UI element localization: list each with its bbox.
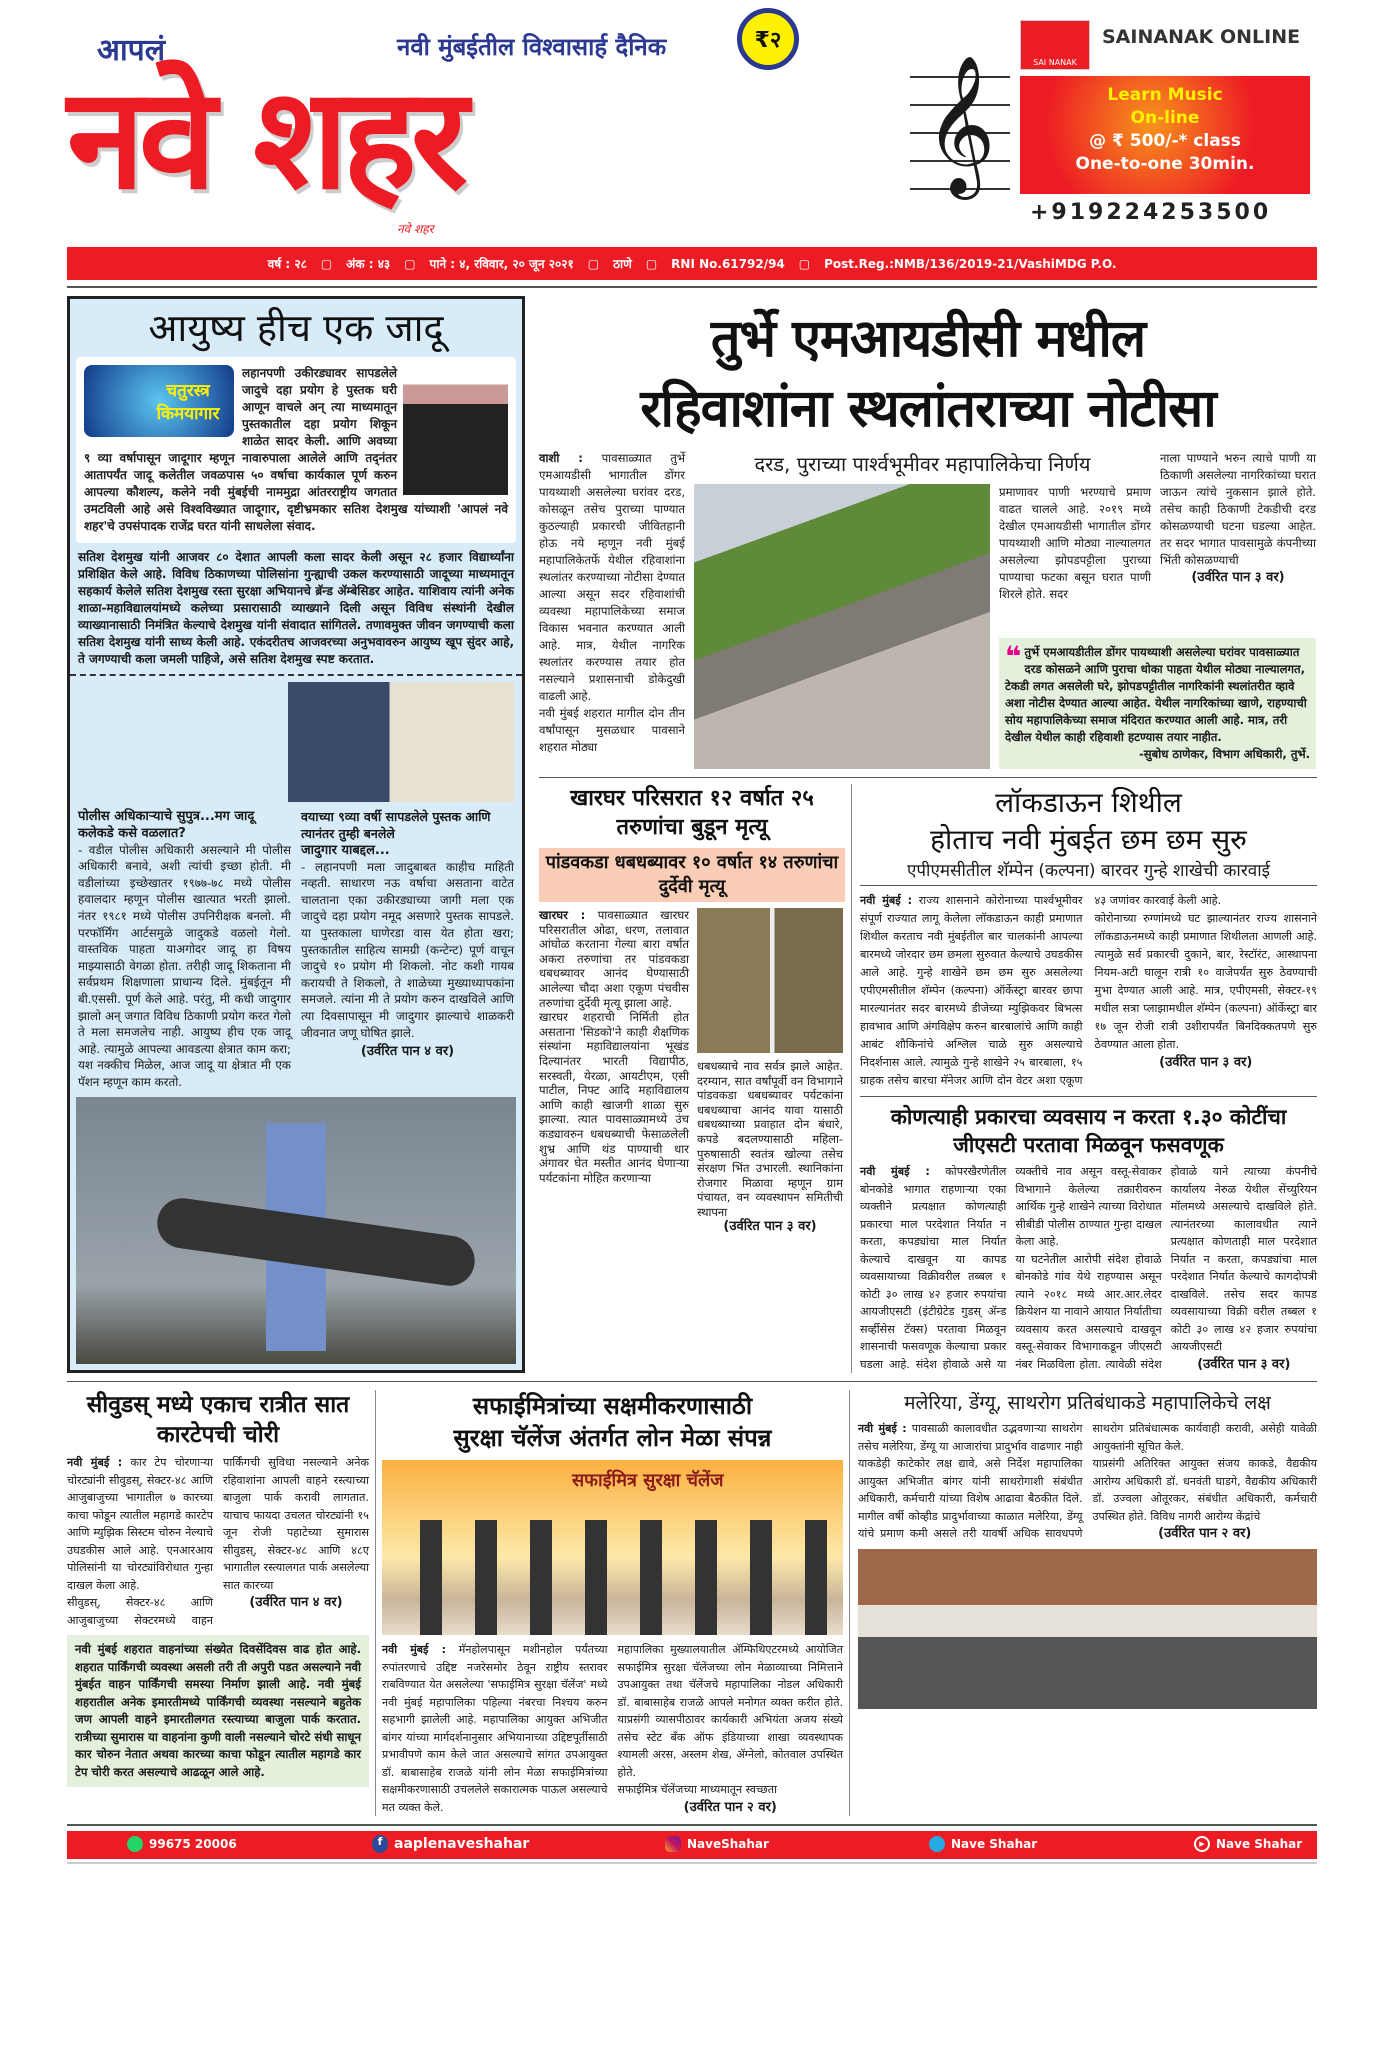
slum-photo xyxy=(694,484,990,769)
info-city: ठाणे xyxy=(613,257,632,271)
ad-logo: SAI NANAK xyxy=(1020,20,1090,70)
safai-headline: सफाईमित्रांच्या सक्षमीकरणासाठी सुरक्षा चॅलेंज अंतर्गत लोन मेळा संपन्न xyxy=(453,1392,772,1452)
masthead xyxy=(67,0,847,245)
divider xyxy=(67,1862,1317,1864)
feature-box xyxy=(67,296,525,1373)
lead-subhead: दरड, पुराच्या पार्श्वभूमीवर महापालिकेचा निर्णय xyxy=(754,452,1091,476)
lockdown-col2: तसेच बारचा मॅनेजर आणि दोन वेटर अशा एकूण ४३ जणांवर कारवाई केली आहे. कोरोनाच्या रुग्णांमध्ये घट झाल्यानंतर राज्य शासनाने लॉकडाऊनमध्ये काही प्रमाणात शिथीलता आणली आहे. त्यामुळे सर्व प्रकारची दुकाने, बार, रेस्टॉरंट, आस्थापना नियम-अटी घालून रात्री १० वाजेपर्यंत सुरु ठेवण्याची मुभा देण्यात आली आहे. मात्र, एपीएमसी, सेक्टर-१९ मधील सत्रा प्लाझामधील शॅम्पेन (कल्पना) ऑर्केस्ट्रा बार १७ जून रोजी रात्री उशीरापर्यंत बिनदिक्कतपणे सुरु ठेवण्यात आला होता. xyxy=(887,894,1317,1087)
lockdown-article xyxy=(860,784,1317,1090)
seawoods-body xyxy=(67,1454,369,1629)
lead-col2: प्रमाणावर पाणी भरण्याचे प्रमाण वाढत चालले आहे. २०१९ मध्ये देखील एमआयडीसी भागातील डोंगर पायथ्याशी आणि मोठ्या नाल्यालगत असलेल्या झोपडपट्टीला पुराच्या पाण्याचा फटका बसून घरात पाणी शिरले होते. सदर xyxy=(999,485,1151,601)
gst-col2: असे या व्यक्तीचे नाव असून वस्तू-सेवाकर विभागाने केलेल्या तक्रारीवरुन आर्थिक गुन्हे शाखेने त्याच्या विरोधात सीबीडी पोलीस ठाण्यात गुन्हा दाखल केला आहे. या घटनेतील आरोपी संदेश होवाळे बोनकोडे गांव येथे राहण्यास असून त्याने २०१८ मध्ये आर.आर.लेदर क्रियेशन या नावाने आयात निर्यातीचा व्यवसाय करत असल्याचे दाखवून वस्तू-सेवाकर विभागाकडून xyxy=(974,1165,1162,1371)
info-postreg: Post.Reg.:NMB/136/2019-21/VashiMDG P.O. xyxy=(824,256,1117,271)
page-body xyxy=(67,296,1317,1864)
divider xyxy=(539,777,1317,778)
right-stack xyxy=(851,784,1317,1373)
ad-line2: On-line xyxy=(1130,108,1200,128)
feature-intro: लहानपणी उकीरड्यावर सापडलेले जादुचे दहा प्रयोग हे पुस्तक घरी आणून वाचले अन् त्या माध्यमातून पुस्तकातील दहा प्रयोग शिकून शाळेत सादर केली. आणि अवघ्या ९ व्या वर्षापासून जादूगार म्हणून नावारुपाला आलेले आणि तद्नंतर आतापर्यंत जादू कलेतील जवळपास ५० वर्षाचा कार्यकाल पूर्ण करुन आपल्या कौशल्य, कलेने नवी मुंबईची नाममुद्रा आंतरराष्ट्रीय जगतात उमटविली आहे असे विश्वविख्यात जादूगार, दृष्टीभ्रमकार सतिश देशमुख यांच्याशी 'आपलं नवे शहर'चे उपसंपादक राजेंद्र घरत यांनी साधलेला संवाद. xyxy=(84,365,508,533)
treble-clef-icon: 𝄞 xyxy=(910,50,1010,200)
continued: (उर्वरित पान ३ वर) xyxy=(1197,1356,1291,1372)
whatsapp-icon xyxy=(127,1836,143,1852)
continued: (उर्वरित पान ४ वर) xyxy=(249,1595,343,1610)
footer-instagram[interactable]: NaveShahar xyxy=(665,1836,769,1852)
main-column xyxy=(539,296,1317,1373)
youtube-icon: ▶ xyxy=(1194,1836,1210,1852)
magician-portrait xyxy=(403,365,508,495)
question-1: पोलीस अधिकाऱ्याचे सुपुत्र...मग जादू कलेकडे कसे वळलात? xyxy=(78,808,255,841)
feature-badge: चतुरस्त्र किमयागार xyxy=(84,365,234,437)
footer-twitter[interactable]: Nave Shahar xyxy=(929,1836,1037,1852)
divider xyxy=(67,286,1317,288)
masthead-tagline-left: आपलं xyxy=(97,33,166,68)
feature-summary: सतिश देशमुख यांनी आजवर ८० देशात आपली कला सादर केली असून २८ हजार विद्यार्थ्यांना प्रशिक्षित केले आहे. विविध ठिकाणच्या पोलिसांना गुन्ह्याची उकल करण्यासाठी जादूच्या माध्यमातून सहकार्य केलेले सतिश देशमुख रस्ता सुरक्षा अभियानचे ब्रॅन्ड ॲम्बेसिडर आहेत. याशिवाय त्यांनी अनेक शाळा-महाविद्यालयांमध्ये कलेच्या प्रसारासाठी व्याख्याने दिली असून विविध संस्थांनी देखील व्याख्यानासाठी निमंत्रित केल्याचे देशमुख यांनी संवादात सांगितले. तणावमुक्त जीवन जगण्याची कला सतिश देशमुख यांनी साध्य केली आहे. एकंदरीतच आजवरच्या अनुभवावरुन आयुष्य खूप सुंदर आहे, ते जगण्याची कला जमली पाहिजे, असे सतिश देशमुख स्पष्ट करतात. xyxy=(70,543,522,676)
gst-col3: जीएसटी नंबर मिळविला होता. त्यावेळी संदेश होवाळे याने त्याच्या कंपनीचे कार्यालय नेरुळ येथील सेंच्युरियन मॉलमध्ये असल्याचे दाखविले होते. त्यानंतरच्या कालावधीत त्याने प्रत्यक्षात कोणताही माल परदेशात निर्यात न करता, कपड्यांचा माल परदेशात निर्यात केल्याचे कागदोपत्री दाखविले. तसेच सदर कापड व्यवसायाच्या विक्री वरील तब्बल १ कोटी ३० लाख ४२ हजार रुपयांचा आयजीएसटी xyxy=(1015,1165,1317,1371)
kharghar-col2: धबधब्याचे नाव सर्वत्र झाले आहेत. दरम्यान, सात वर्षांपूर्वी वन विभागाने पांडवकडा धबधब्यावर पर्यटकांना धबधब्याचा आनंद यावा यासाठी धबधब्याच्या प्रवाहात दोन बंधारे, कपडे बदलण्यासाठी महिला-पुरुषासाठी स्वतंत्र खोल्या तसेच संरक्षण भिंत उभारली. स्थानिकांना रोजगार मिळावा म्हणून ग्राम पंचायत, वन व्यवस्थापन समितीची स्थापना (उर्वरित पान ३ वर) xyxy=(697,1059,843,1234)
info-issue: अंक : ४३ xyxy=(346,257,391,271)
instagram-icon xyxy=(665,1836,681,1852)
continued: (उर्वरित पान २ वर) xyxy=(1158,1526,1252,1541)
ad-line1: Learn Music xyxy=(1107,85,1223,105)
meeting-photo xyxy=(858,1549,1317,1709)
ad-line3: @ ₹ 500/-* class xyxy=(1089,131,1241,151)
facebook-icon: f xyxy=(372,1835,388,1853)
waterfall-photo xyxy=(697,908,843,1053)
ad-line4: One-to-one 30min. xyxy=(1075,154,1255,174)
question-2: वयाच्या ९व्या वर्षी सापडलेले पुस्तक आणि त्यानंतर तुम्ही बनलेले xyxy=(301,808,491,841)
kharghar-article xyxy=(539,784,851,1373)
malaria-headline: मलेरिया, डेंग्यू, साथरोग प्रतिबंधाकडे महापालिकेचे लक्ष xyxy=(904,1392,1271,1414)
answer-2: - लहानपणी मला जादुबाबत काहीच माहिती नव्हती. साधारण नऊ वर्षाचा असताना वाटेत चालताना एका उकीरड्याच्या जागी मला एक जादुचे दहा प्रयोग नमूद असणारे पुस्तक सापडले. या पुस्तकाला घाणेरडा वास येत होता खरा; पुस्तकातील साहित्य सामग्री (कन्टेन्ट) पूर्ण वाचून जादुचे १० प्रयोग मी शिकलो. नोट कशी गायब करायची ते शिकलो, ते शाळेच्या मुख्याध्यापकांना समजले. त्यांना मी ते प्रयोग करुन दाखविले आणि त्या दिवसापासून मी जादुगार झाल्याचे शाळकरी जीवनात जणू घोषित झाले. xyxy=(301,859,514,1040)
safai-col1: नवी मुंबई : मॅनहोलपासून मशीनहोल पर्यंतच्या रुपांतरणाचे उद्दिष्ट नजरेसमोर ठेवून राष्ट्रीय स्तरावर राबविण्यात येत असलेल्या 'सफाईमित्र सुरक्षा चॅलेंज' मध्ये नवी मुंबई महापालिका पहिल्या नंबरचा निश्चय करुन सहभागी झालेली आहे. महापालिका आयुक्त अभिजीत बांगर यांच्या मार्गदर्शनानुसार अभियानाच्या उद्दिष्टपूर्तीसाठी प्रभावीपणे काम केले जात असल्याचे सांगत उपआयुक्त डॉ. बाबासाहेब राजळे यांनी लोन मेळा सफाईमित्रांच्या सक्षमीकरणासाठी उचललेले सकारात्मक पाऊल असल्याचे मत व्यक्त केले. xyxy=(382,1643,608,1814)
question-2b: जादुगार याबद्दल... xyxy=(301,842,390,858)
malaria-body xyxy=(858,1420,1317,1543)
ad-phone[interactable]: +919224253500 xyxy=(1030,200,1272,225)
ad-panel xyxy=(1020,76,1310,194)
pull-quote: ❝ तुर्भे एमआयडीतील डोंगर पायथ्याशी असलेल्या घरांवर पावसाळ्यात दरड कोसळने आणि पुराचा धोका पाहता येथील मोठ्या नाल्यालगत, टेकडी लगत असलेली घरे, झोपडपट्टीतील नागरिकांनी स्थलांतरीत व्हावे अशा नोटीस देण्यात आल्या आहेत. येथील नागरिकांच्या खाणे, राहण्याची सोय महापालिकेच्या समाज मंदिरात करण्यात आली आहे. मात्र, तरी देखील येथील काही रहिवाशी हटण्यास तयार नाहीत. -सुबोध ठाणेकर, विभाग अधिकारी, तुर्भे. xyxy=(999,638,1316,769)
feature-intro-panel xyxy=(76,357,516,543)
lockdown-headline: लॉकडाऊन शिथील होताच नवी मुंबईत छम छम सुरु xyxy=(930,786,1247,856)
lockdown-body xyxy=(860,892,1317,1090)
gst-col1: नवी मुंबई : कोपरखैरणेतील बोनकोडे भागात राहणाऱ्या एका व्यक्तीने प्रत्यक्षात कोणत्याही प्रकारचा माल परदेशात निर्यात न करता, कपड्यांचा माल निर्यात केल्याचे दाखवून या कापड व्यवसायाच्या विक्रीवरील तब्बल १ कोटी ३० लाख ४२ हजार रुपयांचा आयजीएसटी (इंटीग्रेटेड गुडस् ॲन्ड सर्व्हीसेस टॅक्स) परतावा मिळवून शासनाची फसवणूक केल्याचा प्रकार घडला आहे. संदेश होवाळे xyxy=(860,1165,1007,1371)
safai-article xyxy=(375,1390,849,1816)
footer-bar xyxy=(67,1831,1317,1859)
gst-article xyxy=(860,1103,1317,1373)
safai-body xyxy=(382,1641,843,1816)
kharghar-headline: खारघर परिसरात १२ वर्षात २५ तरुणांचा बुडून मृत्यू xyxy=(570,786,814,840)
lockdown-col1: नवी मुंबई : राज्य शासनाने कोरोनाच्या पार्श्वभूमीवर संपूर्ण राज्यात लागू केलेला लॉकडाऊन काही प्रमाणात शिथील करताच नवी मुंबईतील बार चालकांनी आपल्या बारमध्ये जोरदार छम छमला सुरुवात केल्याचे उघडकीस आले आहे. गुन्हे शाखेने छम छम सुरु असलेल्या एपीएमसीतील शॅम्पेन (कल्पना) ऑर्केस्ट्रा बारवर छापा मारल्यानंतर सदर बारमध्ये डीजेच्या म्युझिकवर बिभत्स हावभाव आणि अंगविक्षेप करुन बारबालांचे आणि काही आबंट शौकिनांचे अश्लिल चाळे सुरु असल्याचे निदर्शनास आले. त्यामुळे गुन्हे शाखेने २५ बारबाला, १५ ग्राहक xyxy=(860,894,1083,1087)
price: ₹२ xyxy=(754,28,782,53)
continued: (उर्वरित पान ३ वर) xyxy=(723,1218,817,1234)
seawoods-headline: सीवुडस् मध्ये एकाच रात्रीत सात कारटेपची चोरी xyxy=(86,1392,350,1448)
malaria-article xyxy=(849,1390,1317,1816)
ad-brand: SAINANAK ONLINE xyxy=(1102,26,1301,48)
levitation-photo xyxy=(76,1097,516,1364)
lead-col3: नाला पाण्याने भरुन त्याचे पाणी या ठिकाणी असलेल्या नागरिकांच्या घरात जाऊन त्यांचे नुकसान झाले होते. तसेच काही ठिकाणी टेकडीची दरड कोसळण्याची घटना घडल्या आहेत. तर सदर भागात पावसामुळे कंपनीच्या भिंती कोसळण्याची (उर्वरित पान ३ वर) xyxy=(1160,451,1316,585)
info-bar: वर्ष : २८ ▢ अंक : ४३ ▢ पाने : ४, रविवार, २० जून २०२१ ▢ ठाणे ▢ RNI No.61792/94 ▢ Post.Reg.:NMB/136/2019-21/VashiMDG P.O. xyxy=(67,247,1317,280)
kharghar-col1: खारघर : पावसाळ्यात खारघर परिसरातील ओढा, धरण, तलावात आंघोळ करताना गेल्या बारा वर्षात अकरा तरुणांचा तर पांडवकडा धबधब्यावर आनंद घेण्यासाठी आलेल्या चौदा अशा एकूण पंचवीस तरुणांचा दुर्देवी मृत्यू झाला आहे. खारघर शहराची निर्मिती होत असताना 'सिडको'ने काही शैक्षणिक संस्थांना महाविद्यालयांना भूखंड दिल्यानंतर भारती विद्यापीठ, सरस्वती, येरळा, आयटीएम, एसी पाटील, निफ्ट आदि महाविद्यालय आणि काही खाजगी शाळा सुरु झाल्या. त्यात पावसाळ्यामध्ये उंच कड्यावरुन धबधब्याची फेसाळलेली शुभ्र आणि थंड पाण्याची धार अंगावर घेत मस्तीत आनंद घेणाऱ्या पर्यटकांना मोहित करणाऱ्या xyxy=(539,908,689,1185)
seawoods-col1: नवी मुंबई : कार टेप चोरणाऱ्या चोरट्यांनी सीवुडस्, सेक्टर-४८ आणि आजुबाजुच्या भागातील ७ कारच्या काचा फोडून त्यातील महागडे कारटेप आणि म्युझिक सिस्टम चोरुन नेल्याचे उघडकीस आले आहे. एनआरआय पोलिसांनी या चोरट्यांविरोधात गुन्हा दाखल केला आहे. सीवुडस्, सेक्टर-४८ xyxy=(67,1456,213,1609)
gst-body xyxy=(860,1163,1317,1373)
lead-headline: तुर्भे एमआयडीसी मधील रहिवाशांना स्थलांतराच्या नोटीसा xyxy=(640,309,1216,439)
continued: (उर्वरित पान ४ वर) xyxy=(360,1044,455,1060)
kharghar-subhead: पांडवकडा धबधब्यावर १० वर्षात १४ तरुणांचा दुर्देवी मृत्यू xyxy=(539,848,845,902)
safai-col2: महापालिका मुख्यालयातील ॲम्फिथिएटरमध्ये आयोजित सफाईमित्र सुरक्षा चॅलेंजच्या लोन मेळाव्याच्या निमित्ताने उपआयुक्त तथा चॅलेंजचे महापालिका नोडल अधिकारी डॉ. बाबासाहेब राजळे आपले मनोगत व्यक्त करीत होते. याप्रसंगी व्यासपीठावर कार्यकारी अभियंता अजय संख्ये तसेच स्टेट बॅंक ऑफ इंडियाच्या शाखा व्यवस्थापक श्यामली अरस, अस्लम शेख, ॲग्नेलो, कोतवाल उपस्थित होते. सफाईमित्र चॅलेंजच्या माध्यमातून स्वच्छता xyxy=(617,1643,843,1796)
malaria-col2: अधिक सावधपणे साथरोग प्रतिबंधात्मक कार्यवाही करावी, असेही यावेळी आयुक्तांनी सूचित केले. याप्रसंगी अतिरिक्त आयुक्त संजय काकडे, वैद्यकीय आरोग्य अधिकारी डॉ. धनवंती घाडगे, वैद्यकीय अधिकारी डॉ. उज्वला ओतूरकर, संबंधीत अधिकारी, कर्मचारी उपस्थित होते. विविध नागरी आरोग्य केंद्रांचे xyxy=(1012,1422,1317,1540)
continued: (उर्वरित पान २ वर) xyxy=(683,1799,777,1815)
divider xyxy=(67,1824,1317,1826)
feature-interview xyxy=(70,676,522,1091)
quote-icon: ❝ xyxy=(1005,640,1022,673)
lead-body xyxy=(539,450,1317,769)
lead-col1: वाशी : पावसाळ्यात तुर्भे एमआयडीसी भागातील डोंगर पायथ्याशी असलेल्या घरांवर दरड, कोसळून तसेच पुराच्या पाण्यात कुठल्याही प्रकारची जीवितहानी होऊ नये म्हणून नवी मुंबई महापालिकेतर्फे येथील रहिवाशांना स्थलांतर करण्याच्या नोटीसा देण्यात आल्या असून सदर रहिवाशांची व्यवस्था महापालिकेच्या समाज विकास भवनात करण्यात आली आहे. मात्र, येथील नागरिक स्थलांतर करण्यास तयार होत नसल्याने प्रशासनाची डोकेदुखी वाढली आहे. नवी मुंबई शहरात मागील दोन तीन वर्षांपासून मुसळधार पावसाने शहरात मोठ्या xyxy=(539,451,686,754)
footer-youtube[interactable]: ▶ Nave Shahar xyxy=(1194,1836,1302,1852)
continued: (उर्वरित पान ३ वर) xyxy=(1191,570,1285,585)
masthead-tagline: नवी मुंबईतील विश्वासार्ह दैनिक xyxy=(397,33,667,61)
divider xyxy=(860,1096,1317,1097)
lockdown-subhead: एपीएमसीतील शॅम्पेन (कल्पना) बारवर गुन्हे शाखेची कारवाई xyxy=(860,858,1317,886)
info-rni: RNI No.61792/94 xyxy=(671,256,785,271)
loan-fair-photo xyxy=(382,1460,843,1635)
seawoods-col2: आणि आजुबाजुच्या सेक्टरमध्ये वाहन पार्किंगची सुविधा नसल्याने अनेक रहिवाशांना आपली वाहने रस्त्याच्या बाजुला पार्क करावी लागतात. याचाच फायदा उचलत चोरट्यांनी १५ जून रोजी पहाटेच्या सुमारास सीवुडस्, सेक्टर-४८ आणि ४८ए भागातील रस्त्यालगत पार्क असलेल्या सात कारच्या xyxy=(67,1456,369,1627)
seawoods-article xyxy=(67,1390,375,1816)
info-year: वर्ष : २८ xyxy=(267,257,307,271)
newspaper-title: नवे शहर xyxy=(67,58,463,221)
twitter-icon xyxy=(929,1836,945,1852)
old-photo xyxy=(288,682,514,802)
lower-main xyxy=(539,784,1317,1373)
bottom-row xyxy=(67,1381,1317,1816)
malaria-col1: नवी मुंबई : पावसाळी कालावधीत उद्भवणाऱ्या साथरोग तसेच मलेरिया, डेंग्यू या आजारांचा प्रादुर्भाव वाढणार नाही याकडेही काटेकोर लक्ष द्यावे, असे निर्देश महापालिका आयुक्त अभिजीत बांगर यांनी साथरोगाशी संबंधीत अधिकारी, कर्मचारी यांच्या विशेष आढावा बैठकीत दिले. मागील वर्षी कोव्हीड प्रादुर्भावाच्या काळात मलेरिया, डेंग्यू यांचे प्रमाण कमी असले तरी यावर्षी xyxy=(858,1422,1083,1540)
price-badge xyxy=(737,8,799,70)
emblem: नवे शहर xyxy=(397,222,434,236)
music-ad[interactable] xyxy=(910,20,1320,230)
answer-1: - वडील पोलीस अधिकारी असल्याने मी पोलीस अधिकारी बनावे, अशी त्यांची इच्छा होती. मी वडीलांच्या इच्छेखातर १९७७-७८ मध्ये पोलीस हवालदार म्हणून पोलीस खात्यात भरती झालो. नंतर १९८१ मध्ये पोलीस उपनिरीक्षक बनलो. मी परफॉर्मिंग आर्टसमुळे जादुकडे वळलो गेलो. वास्तविक पाहता याअगोदर जादू हा विषय माझ्यासाठी वेगळा होता. तरीही जादू शिकताना मी सर्वप्रथम शिक्षणाला प्राधान्य दिले. मुंबईतून मी बी.एससी. पूर्ण केले आहे. परंतु, मी कधी जादुगार झालो अन् जगात विविध ठिकाणी प्रयोग करत गेलो ते मला समजलेच नाही. आयुष्य हीच एक जादू आहे. त्यामुळे आपल्या आवडत्या क्षेत्रात काम करा; यश नक्कीच मिळेल, आज जादू या क्षेत्रात मी एक पॅशन म्हणून काम करतो. xyxy=(78,842,291,1089)
gst-headline: कोणत्याही प्रकारचा व्यवसाय न करता १.३० कोटींचा जीएसटी परतावा मिळवून फसवणूक xyxy=(890,1105,1287,1157)
info-pages-date: पाने : ४, रविवार, २० जून २०२१ xyxy=(429,257,574,271)
feature-title: आयुष्य हीच एक जादू xyxy=(148,306,444,350)
footer-facebook[interactable]: f aaplenaveshahar xyxy=(372,1835,529,1853)
seawoods-box: नवी मुंबई शहरात वाहनांच्या संख्येत दिवसेंदिवस वाढ होत आहे. शहरात पार्किंगची व्यवस्था असली तरी ती अपुरी पडत असल्याने नवी मुंबईत वाहन पार्किंगची समस्या निर्माण झाली आहे. नवी मुंबई शहरातील अनेक इमारतीमध्ये पार्किंगची व्यवस्था नसल्याने बहुतेक जण आपली वाहने इमारतीलगत रस्त्याच्या बाजुला पार्क करतात. रात्रीच्या सुमारास या वाहनांना कुणी वाली नसल्याने चोरटे संधी साधून कार चोरुन नेतात अथवा कारच्या काचा फोडून त्यातील महागडे कार टेप चोरी करत असल्याचे आढळून आले आहे. xyxy=(67,1635,369,1787)
banner-text: सफाईमित्र सुरक्षा चॅलेंज xyxy=(572,1470,724,1491)
continued: (उर्वरित पान ३ वर) xyxy=(1159,1055,1253,1070)
footer-whatsapp[interactable]: 99675 20006 xyxy=(127,1836,237,1852)
